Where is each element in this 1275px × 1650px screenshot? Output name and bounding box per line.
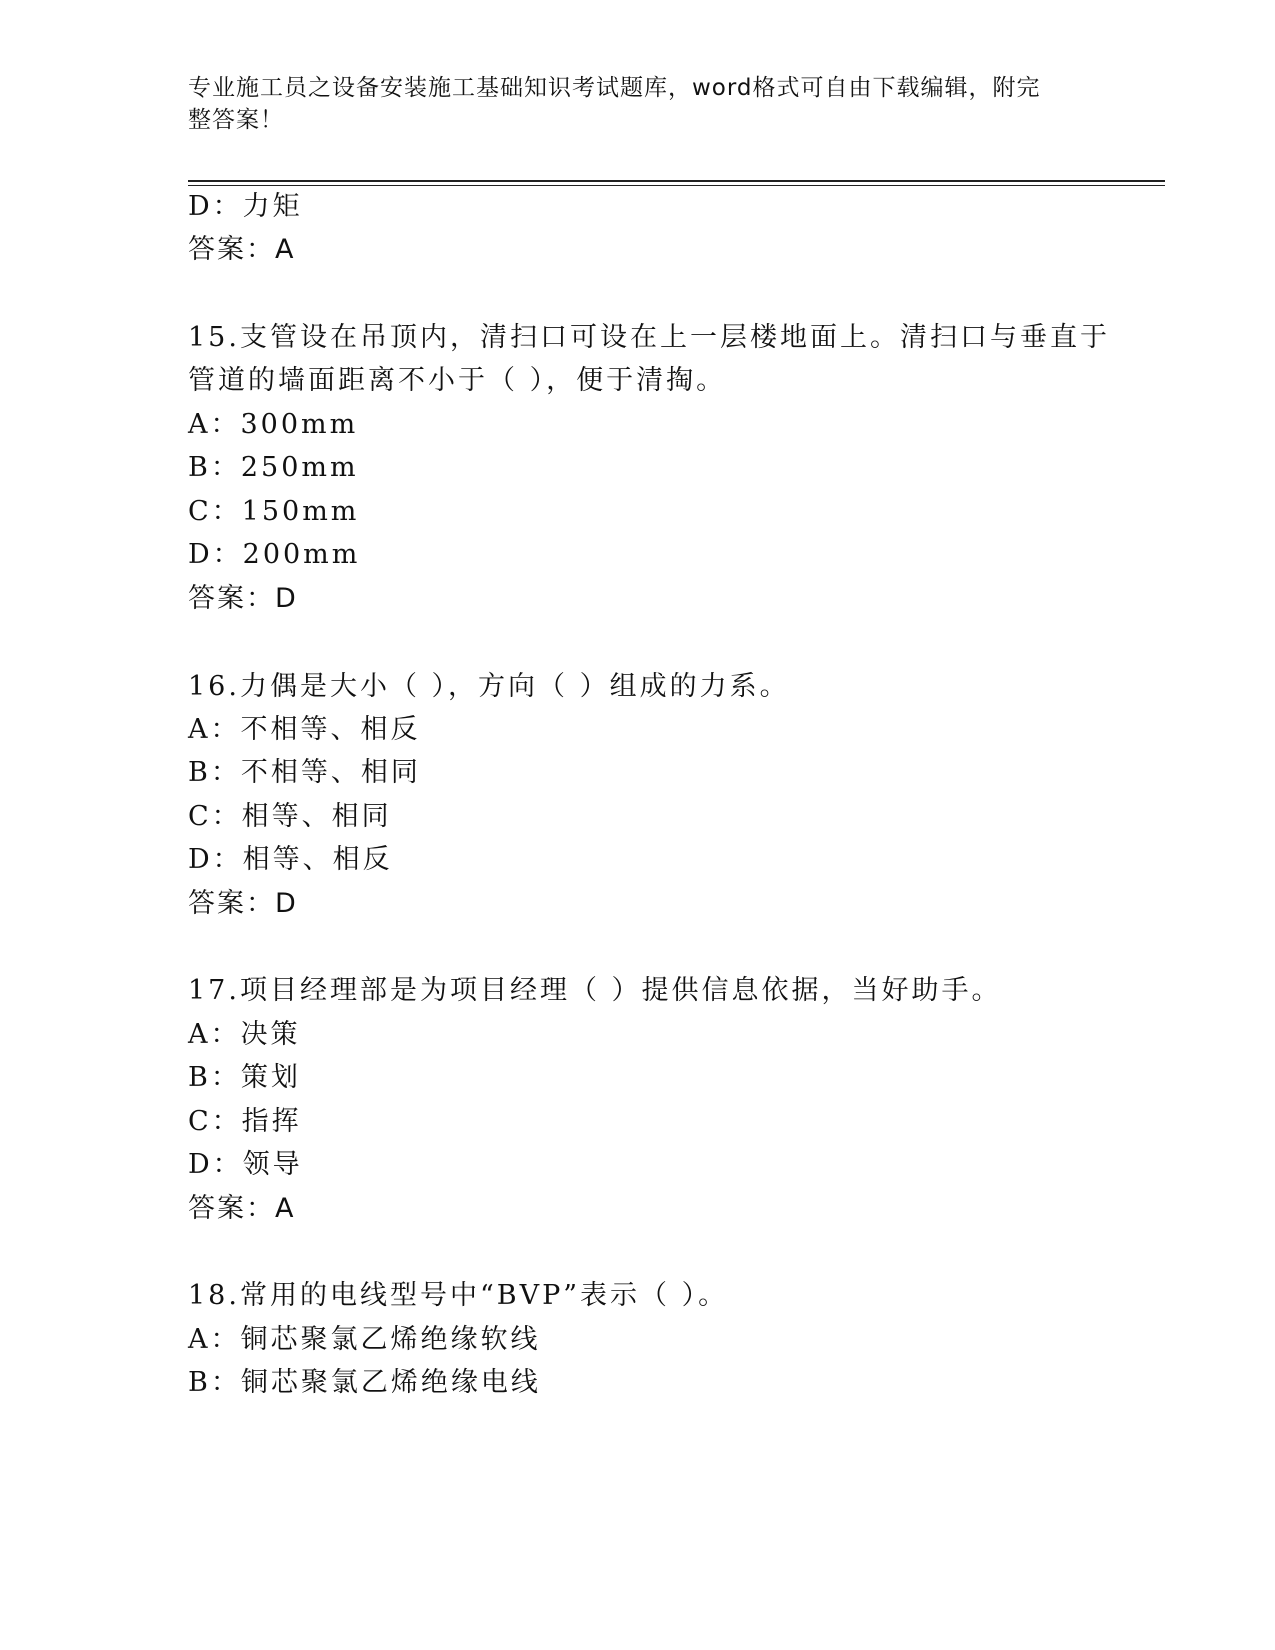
q18-stem: 18.常用的电线型号中“BVP”表示（ ）。: [188, 1280, 729, 1311]
q17-option-b: B：策划: [188, 1062, 301, 1093]
q16-option-c: C：相等、相同: [188, 801, 392, 832]
header-divider-thin: [188, 185, 1165, 186]
q17-answer: 答案：A: [188, 1193, 296, 1224]
q16-option-d: D：相等、相反: [188, 844, 393, 875]
q18-option-a: A：铜芯聚氯乙烯绝缘软线: [188, 1324, 541, 1355]
prev-answer: 答案：A: [188, 234, 296, 265]
q15-option-d: D：200mm: [188, 539, 361, 570]
q16-option-b: B：不相等、相同: [188, 757, 421, 788]
q17-option-c: C：指挥: [188, 1106, 302, 1137]
page-header: [188, 72, 1068, 136]
prev-option-d: D：力矩: [188, 191, 303, 222]
q16-stem: 16.力偶是大小（ ），方向（ ）组成的力系。: [188, 671, 790, 702]
q15-stem-line-1: 15.支管设在吊顶内，清扫口可设在上一层楼地面上。清扫口与垂直于: [188, 322, 1110, 353]
q16-answer: 答案：D: [188, 888, 298, 919]
header-divider-thick: [188, 180, 1165, 182]
q17-option-d: D：领导: [188, 1149, 303, 1180]
q15-option-c: C：150mm: [188, 496, 360, 527]
header-line-2: 整答案！: [188, 107, 284, 133]
q16-option-a: A：不相等、相反: [188, 714, 421, 745]
header-line-1: 专业施工员之设备安装施工基础知识考试题库，word格式可自由下载编辑，附完: [188, 75, 1041, 101]
q15-option-a: A：300mm: [188, 409, 359, 440]
q15-stem-line-2: 管道的墙面距离不小于（ ），便于清掏。: [188, 365, 727, 396]
q17-stem: 17.项目经理部是为项目经理（ ）提供信息依据，当好助手。: [188, 975, 1002, 1006]
q15-option-b: B：250mm: [188, 452, 359, 483]
q15-answer: 答案：D: [188, 583, 298, 614]
q18-option-b: B：铜芯聚氯乙烯绝缘电线: [188, 1367, 541, 1398]
q17-option-a: A：决策: [188, 1019, 301, 1050]
